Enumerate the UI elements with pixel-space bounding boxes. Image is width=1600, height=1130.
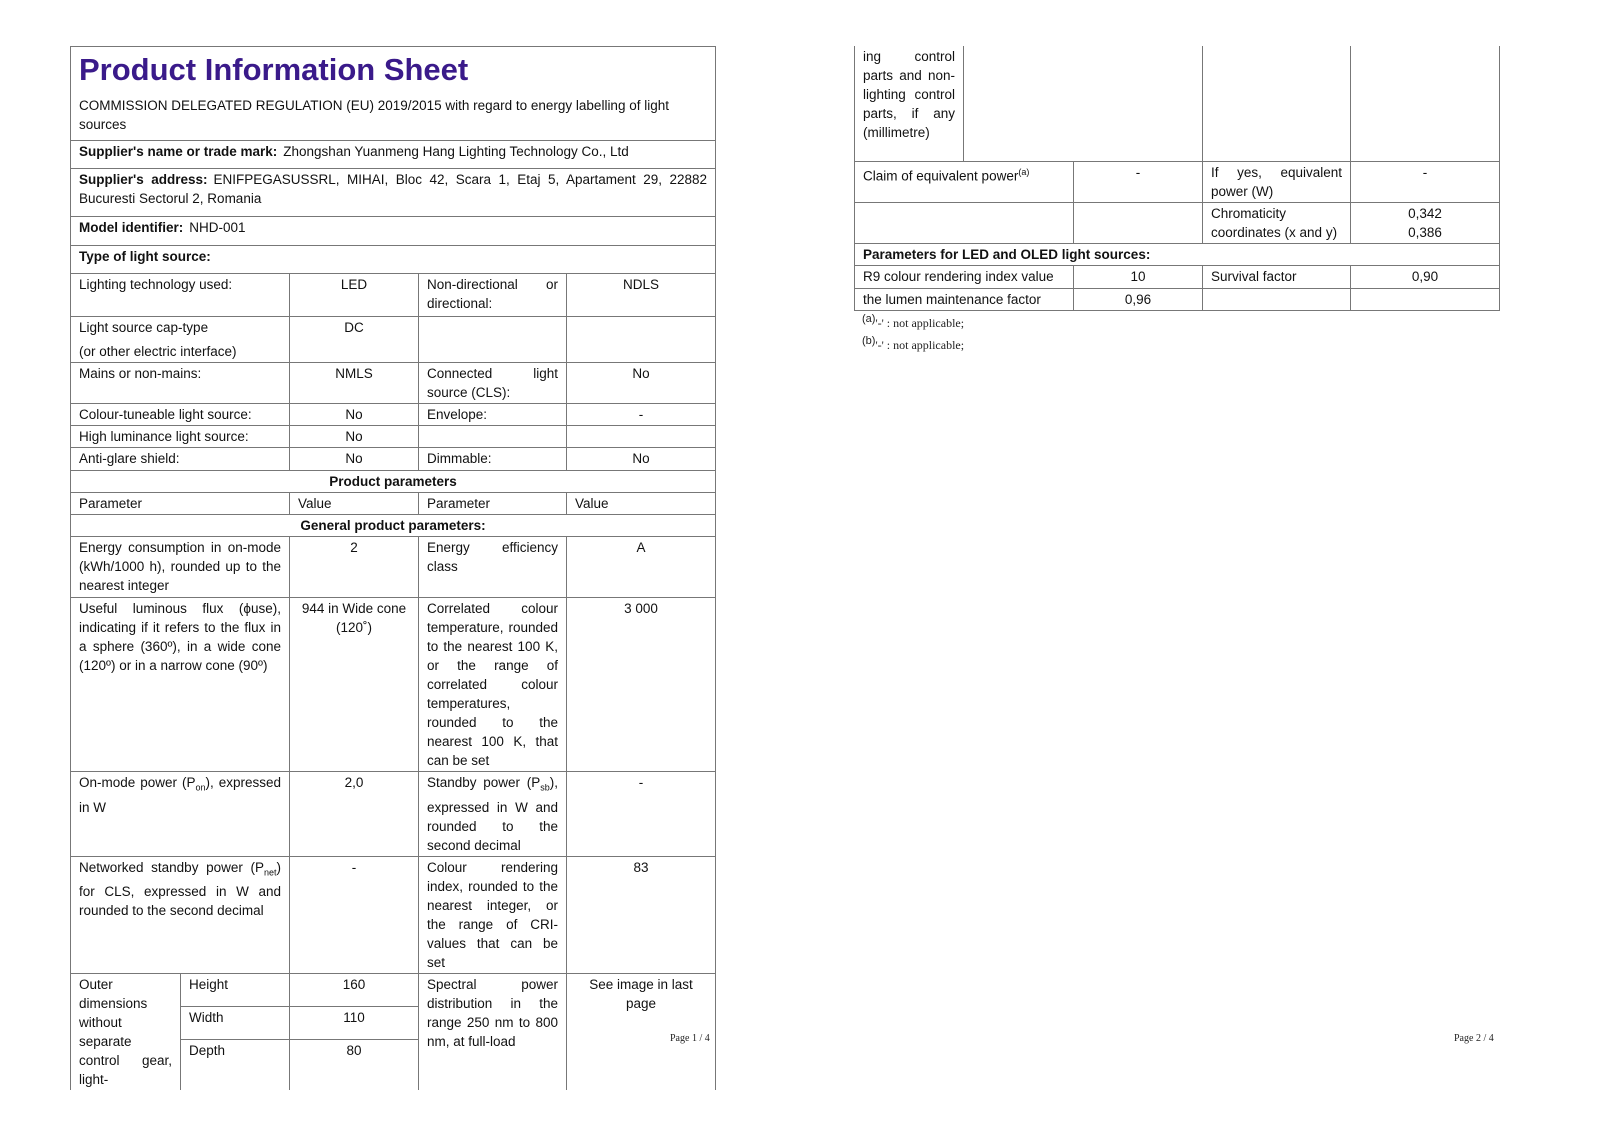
empty-cell [1351, 46, 1500, 161]
page-number: Page 1 / 4 [670, 1033, 710, 1044]
subscript: net [263, 867, 277, 878]
table-row [71, 973, 716, 1006]
param-label: Spectral power distribution in the range 250 nm to 800 nm, at full-load [419, 973, 567, 1090]
table-row [71, 426, 716, 448]
page-title: Product Information Sheet [79, 52, 469, 87]
table-row [855, 265, 1500, 288]
text: Networked standby power (P [79, 859, 264, 875]
empty-cell [1203, 288, 1351, 310]
param-label: Dimmable: [419, 448, 567, 471]
param-label: Connected light source (CLS): [419, 363, 567, 404]
param-label: High luminance light source: [71, 426, 290, 448]
continued-table [854, 46, 1500, 311]
table-row [855, 161, 1500, 202]
param-label [855, 161, 1074, 202]
table-row [71, 274, 716, 317]
regulation-text: COMMISSION DELEGATED REGULATION (EU) 2019/2015 with regard to energy labelling of light sources [79, 98, 669, 132]
supplier-name-label: Supplier's name or trade mark: [79, 144, 278, 159]
param-value: 0,90 [1351, 265, 1500, 288]
text: On-mode power (P [79, 775, 196, 790]
empty-cell [1351, 288, 1500, 310]
param-label: Energy efficiency class [419, 537, 567, 598]
empty-cell [1074, 202, 1203, 243]
param-value: No [290, 448, 419, 471]
param-value: - [290, 856, 419, 973]
param-label: Anti-glare shield: [71, 448, 290, 471]
table-row [71, 772, 716, 857]
table-row [71, 598, 716, 772]
param-label: Survival factor [1203, 265, 1351, 288]
param-value: 944 in Wide cone (120˚) [290, 598, 419, 772]
table-row [855, 46, 1500, 161]
param-label: Lighting technology used: [71, 274, 290, 317]
table-row [71, 317, 716, 363]
dimension-value: 110 [290, 1006, 419, 1039]
general-parameters-heading: General product parameters: [71, 515, 716, 537]
product-parameters-heading: Product parameters [71, 471, 716, 493]
footnote-mark: (a) [862, 313, 876, 325]
param-label: Colour-tuneable light source: [71, 404, 290, 426]
param-label: Correlated colour temperature, rounded to the nearest 100 K, or the range of correlated colour temperatures, rounded to the nearest 100 K, that can be set [419, 598, 567, 772]
param-label: Envelope: [419, 404, 567, 426]
page-number: Page 2 / 4 [1454, 1033, 1494, 1044]
text: Claim of equivalent power [863, 168, 1019, 183]
param-value: No [290, 426, 419, 448]
table-row [71, 856, 716, 973]
dimension-value: 160 [290, 973, 419, 1006]
param-label: ing control parts and non-lighting control parts, if any (millimetre) [855, 46, 964, 161]
param-value: 3 000 [567, 598, 716, 772]
column-header: Parameter [419, 493, 567, 515]
model-row [71, 217, 716, 246]
param-value: No [567, 448, 716, 471]
param-label: Energy consumption in on-mode (kWh/1000 h), rounded up to the nearest integer [71, 537, 290, 598]
table-row [855, 288, 1500, 310]
chromaticity-x: 0,342 [1408, 205, 1442, 221]
table-row [855, 202, 1500, 243]
param-label [71, 317, 290, 363]
dimension-label: Height [181, 973, 290, 1006]
empty-cell [1203, 46, 1351, 161]
cap-type-sublabel: (or other electric interface) [79, 344, 237, 359]
footnote [862, 335, 964, 353]
param-value: - [1351, 161, 1500, 202]
param-label: Useful luminous flux (ϕuse), indicating if it refers to the flux in a sphere (360º), in a wide cone (120º) or in a narrow cone (90º) [71, 598, 290, 772]
footnote-text: '-' : not applicable; [875, 338, 965, 352]
param-value: 10 [1074, 265, 1203, 288]
empty-cell [567, 426, 716, 448]
param-value: LED [290, 274, 419, 317]
empty-cell [855, 202, 1074, 243]
empty-cell [419, 426, 567, 448]
param-value: NMLS [290, 363, 419, 404]
model-identifier: NHD-001 [189, 220, 246, 235]
param-label: Mains or non-mains: [71, 363, 290, 404]
column-header-row [71, 493, 716, 515]
text: ), expressed in W and rounded to the second decimal [427, 775, 558, 853]
footnote [862, 313, 964, 331]
supplier-address: ENIFPEGASUSSRL, MIHAI, Bloc 42, Scara 1, Etaj 5, Apartament 29, 22882 Bucuresti Sectorul 2, Romania [79, 172, 708, 206]
param-value: A [567, 537, 716, 598]
type-of-light-source-heading: Type of light source: [71, 246, 716, 274]
dimension-label: Depth [181, 1040, 290, 1090]
dimension-label: Width [181, 1006, 290, 1039]
param-label [419, 772, 567, 857]
empty-cell [419, 317, 567, 363]
title-cell [71, 47, 716, 141]
param-value: 0,96 [1074, 288, 1203, 310]
param-value: 2 [290, 537, 419, 598]
param-label: R9 colour rendering index value [855, 265, 1074, 288]
light-source-table [70, 273, 716, 1090]
subscript: sb [540, 782, 550, 793]
text: ), expressed in W [79, 775, 281, 815]
param-value [1351, 202, 1500, 243]
param-value: No [567, 363, 716, 404]
param-value: - [567, 772, 716, 857]
empty-cell [567, 317, 716, 363]
footnote-text: '-' : not applicable; [875, 316, 965, 330]
led-parameters-heading: Parameters for LED and OLED light sources: [855, 243, 1500, 265]
param-label [71, 856, 290, 973]
table-row [71, 537, 716, 598]
text: ) for CLS, expressed in W and rounded to the second decimal [79, 859, 281, 919]
param-value: 83 [567, 856, 716, 973]
param-value: DC [290, 317, 419, 363]
empty-cell [964, 46, 1203, 161]
column-header: Value [567, 493, 716, 515]
cap-type-label: Light source cap-type [79, 320, 209, 335]
param-label: the lumen maintenance factor [855, 288, 1074, 310]
param-label: Non-directional or directional: [419, 274, 567, 317]
dimension-value: 80 [290, 1040, 419, 1090]
column-header: Parameter [71, 493, 290, 515]
param-value: - [1074, 161, 1203, 202]
model-label: Model identifier: [79, 220, 184, 235]
supplier-name: Zhongshan Yuanmeng Hang Lighting Technology Co., Ltd [283, 144, 629, 159]
text: Standby power (P [427, 775, 541, 790]
param-label: Chromaticity coordinates (x and y) [1203, 202, 1351, 243]
param-label: Outer dimensions without separate control gear, light- [71, 973, 181, 1090]
param-value: See image in last page [567, 973, 716, 1090]
table-row [71, 404, 716, 426]
table-row [71, 448, 716, 471]
param-value: No [290, 404, 419, 426]
footnote-mark: (a) [1018, 166, 1030, 177]
supplier-address-label: Supplier's address: [79, 172, 208, 187]
param-label: If yes, equivalent power (W) [1203, 161, 1351, 202]
supplier-name-row [71, 141, 716, 169]
footnote-mark: (b) [862, 335, 876, 347]
param-label [71, 772, 290, 857]
table-row [71, 363, 716, 404]
supplier-address-row [71, 169, 716, 217]
param-value: 2,0 [290, 772, 419, 857]
param-value: - [567, 404, 716, 426]
chromaticity-y: 0,386 [1408, 224, 1442, 240]
param-label: Colour rendering index, rounded to the nearest integer, or the range of CRI-values that can be set [419, 856, 567, 973]
info-header-table [70, 46, 716, 274]
column-header: Value [290, 493, 419, 515]
subscript: on [195, 782, 206, 793]
param-value: NDLS [567, 274, 716, 317]
